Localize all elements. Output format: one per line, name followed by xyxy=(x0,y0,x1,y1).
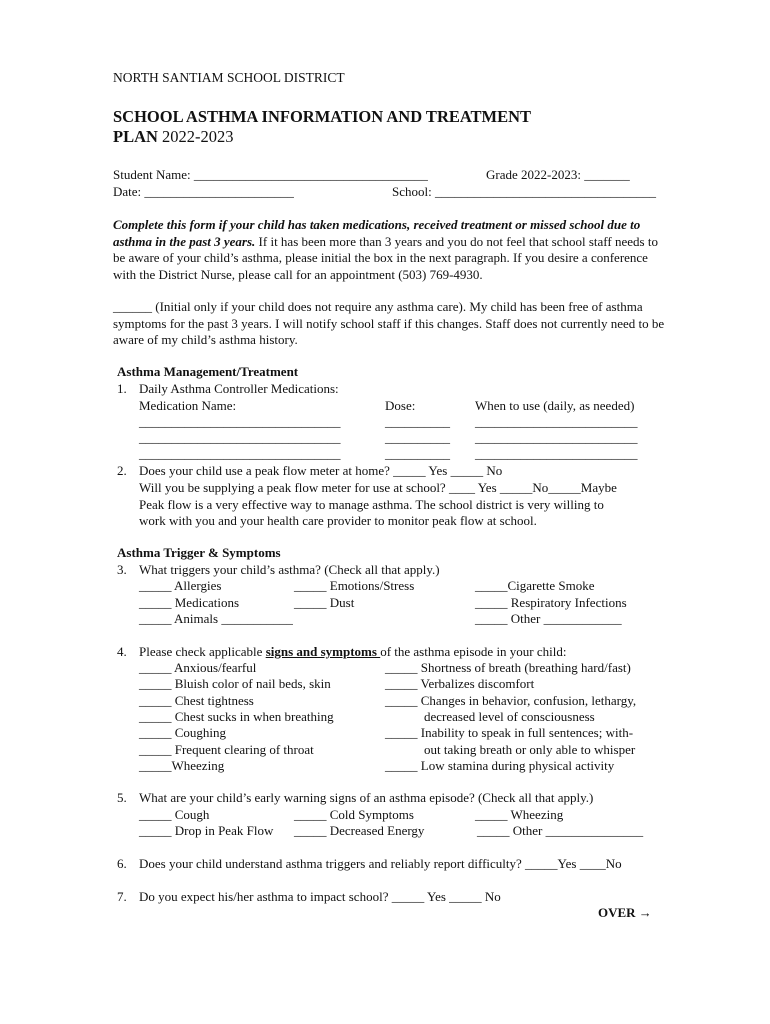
col-dose: Dose: xyxy=(385,398,416,413)
medication-name-blank-1[interactable]: _______________________________ xyxy=(139,414,341,429)
symptom-left-2[interactable]: _____ Bluish color of nail beds, skin xyxy=(139,676,331,691)
school-field[interactable]: School: __________________________________ xyxy=(392,184,656,199)
trigger-allergies[interactable]: _____ Allergies xyxy=(139,578,222,593)
management-heading: Asthma Management/Treatment xyxy=(117,364,299,379)
warning-other[interactable]: _____ Other _______________ xyxy=(477,823,644,838)
symptom-left-7[interactable]: _____Wheezing xyxy=(139,758,225,773)
col-medication-name: Medication Name: xyxy=(139,398,237,413)
trigger-respiratory[interactable]: _____ Respiratory Infections xyxy=(475,595,627,610)
q4-pre: Please check applicable xyxy=(139,644,266,659)
trigger-cigarette[interactable]: _____Cigarette Smoke xyxy=(475,578,595,593)
symptom-right-5[interactable]: _____ Low stamina during physical activity xyxy=(385,758,615,773)
dose-blank-2[interactable]: __________ xyxy=(385,430,450,445)
symptom-right-3[interactable]: _____ Changes in behavior, confusion, lethargy, xyxy=(385,693,637,708)
symptom-left-6[interactable]: _____ Frequent clearing of throat xyxy=(139,742,314,757)
when-blank-3[interactable]: _________________________ xyxy=(475,446,638,461)
q4-number: 4. xyxy=(117,644,127,659)
symptom-left-3[interactable]: _____ Chest tightness xyxy=(139,693,254,708)
warning-wheezing[interactable]: _____ Wheezing xyxy=(475,807,564,822)
warning-cough[interactable]: _____ Cough xyxy=(139,807,210,822)
student-name-field[interactable]: Student Name: ____________________________________ xyxy=(113,167,428,182)
symptom-right-1[interactable]: _____ Shortness of breath (breathing hard/fast) xyxy=(385,660,631,675)
q4-underline: signs and symptoms xyxy=(265,644,381,659)
q7-number: 7. xyxy=(117,889,127,904)
q6-text[interactable]: Does your child understand asthma triggers and reliably report difficulty? _____Yes ____No xyxy=(139,856,622,871)
q7-text[interactable]: Do you expect his/her asthma to impact school? _____ Yes _____ No xyxy=(139,889,501,904)
district-name: NORTH SANTIAM SCHOOL DISTRICT xyxy=(113,70,345,85)
medication-name-blank-2[interactable]: _______________________________ xyxy=(139,430,341,445)
q2-number: 2. xyxy=(117,463,127,478)
q4-text xyxy=(139,644,567,661)
symptom-right-4-cont: out taking breath or only able to whisper xyxy=(424,742,636,757)
trigger-animals[interactable]: _____ Animals ___________ xyxy=(139,611,293,626)
grade-field[interactable]: Grade 2022-2023: _______ xyxy=(486,167,630,182)
trigger-emotions[interactable]: _____ Emotions/Stress xyxy=(294,578,415,593)
intro-rest: If it has been more than 3 years and you do not feel that school staff needs to be aware of your child’s asthma, please initial the box in the next paragraph. If you desire a conference with the District Nurse, please call for an appointment (503) 769-4930. xyxy=(113,233,658,282)
q2-text[interactable]: Does your child use a peak flow meter at home? _____ Yes _____ No xyxy=(139,463,503,478)
q6-number: 6. xyxy=(117,856,127,871)
q5-number: 5. xyxy=(117,790,127,805)
symptom-right-3-cont: decreased level of consciousness xyxy=(424,709,595,724)
when-blank-1[interactable]: _________________________ xyxy=(475,414,638,429)
warning-cold[interactable]: _____ Cold Symptoms xyxy=(294,807,414,822)
q1-text: Daily Asthma Controller Medications: xyxy=(139,381,339,396)
q2-note-line-2: work with you and your health care provider to monitor peak flow at school. xyxy=(139,513,537,528)
trigger-other[interactable]: _____ Other ____________ xyxy=(475,611,622,626)
col-when-to-use: When to use (daily, as needed) xyxy=(475,398,635,413)
intro-paragraph xyxy=(113,217,673,283)
q4-post: of the asthma episode in your child: xyxy=(380,644,567,659)
form-title xyxy=(113,107,531,147)
symptom-left-5[interactable]: _____ Coughing xyxy=(139,725,227,740)
q2-supply-text[interactable]: Will you be supplying a peak flow meter for use at school? ____ Yes _____No_____Maybe xyxy=(139,480,617,495)
title-line-2 xyxy=(113,127,531,147)
trigger-medications[interactable]: _____ Medications xyxy=(139,595,240,610)
dose-blank-3[interactable]: __________ xyxy=(385,446,450,461)
q2-note-line-1: Peak flow is a very effective way to manage asthma. The school district is very willing to xyxy=(139,497,604,512)
q3-text: What triggers your child’s asthma? (Check all that apply.) xyxy=(139,562,440,577)
symptom-right-2[interactable]: _____ Verbalizes discomfort xyxy=(385,676,535,691)
when-blank-2[interactable]: _________________________ xyxy=(475,430,638,445)
medication-name-blank-3[interactable]: _______________________________ xyxy=(139,446,341,461)
symptom-left-1[interactable]: _____ Anxious/fearful xyxy=(139,660,257,675)
title-plan: PLAN xyxy=(113,127,158,146)
warning-peak-flow[interactable]: _____ Drop in Peak Flow xyxy=(139,823,274,838)
trigger-dust[interactable]: _____ Dust xyxy=(294,595,355,610)
q1-number: 1. xyxy=(117,381,127,396)
title-year: 2022-2023 xyxy=(162,127,234,146)
warning-energy[interactable]: _____ Decreased Energy xyxy=(294,823,425,838)
over-indicator: OVER → xyxy=(598,905,652,920)
date-field[interactable]: Date: _______________________ xyxy=(113,184,294,199)
q3-number: 3. xyxy=(117,562,127,577)
dose-blank-1[interactable]: __________ xyxy=(385,414,450,429)
symptom-left-4[interactable]: _____ Chest sucks in when breathing xyxy=(139,709,334,724)
intro-emphasis: Complete this form if your child has taken medications, received treatment or missed school due to asthma in the past 3 years. xyxy=(113,217,641,249)
q5-text: What are your child’s early warning signs of an asthma episode? (Check all that apply.) xyxy=(139,790,594,805)
triggers-heading: Asthma Trigger & Symptoms xyxy=(117,545,281,560)
title-line-1: SCHOOL ASTHMA INFORMATION AND TREATMENT xyxy=(113,107,532,126)
initial-paragraph: ______ (Initial only if your child does not require any asthma care). My child has been free of asthma symptoms for the past 3 years. I will notify school staff if this changes. Staff does not currently need to be aware of my child’s asthma history. xyxy=(113,299,665,347)
symptom-right-4[interactable]: _____ Inability to speak in full sentences; with- xyxy=(385,725,634,740)
